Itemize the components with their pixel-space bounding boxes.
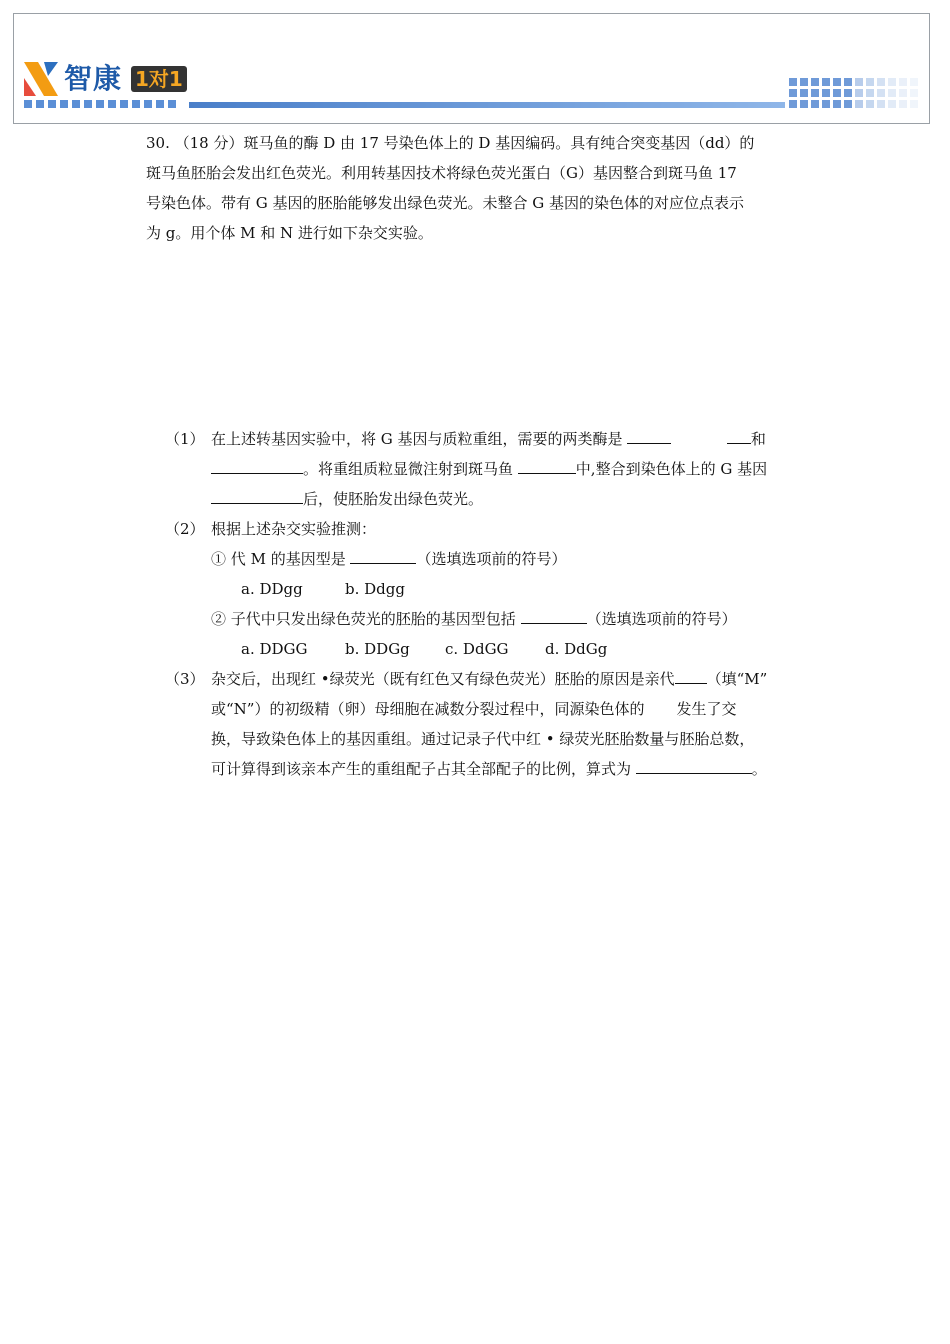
answer-blank-m-genotype[interactable]	[350, 545, 416, 564]
part3-number: （3）	[165, 670, 205, 688]
item1-option-b: b. Ddgg	[345, 580, 405, 598]
part1-text-a: 在上述转基因实验中，将 G 基因与质粒重组，需要的两类酶是	[211, 430, 623, 448]
intro-line-2: 斑马鱼胚胎会发出红色荧光。利用转基因技术将绿色荧光蛋白（G）基因整合到斑马鱼 17	[146, 164, 737, 182]
part3-line-1	[211, 664, 811, 694]
item2-mark: ②	[211, 610, 227, 628]
answer-blank-injection-site[interactable]	[518, 455, 576, 474]
logo-icon	[24, 62, 58, 96]
part1-line-3	[211, 484, 811, 514]
part2-item-1	[211, 544, 811, 574]
part1-number: （1）	[165, 430, 205, 448]
intro-line-3: 号染色体。带有 G 基因的胚胎能够发出绿色荧光。未整合 G 基因的染色体的对应位点表示	[146, 194, 745, 212]
item2-option-d: d. DdGg	[545, 640, 608, 658]
part3-text-e: 可计算得到该亲本产生的重组配子占其全部配子的比例，算式为	[211, 760, 632, 778]
answer-blank-parent[interactable]	[675, 665, 707, 684]
part1-text-e: 后，使胚胎发出绿色荧光。	[303, 490, 484, 508]
item2-options	[241, 634, 607, 664]
answer-blank-enzyme-1[interactable]	[627, 425, 671, 444]
item1-options	[241, 574, 405, 604]
answer-blank-green-genotypes[interactable]	[521, 605, 587, 624]
intro-line-4: 为 g。用个体 M 和 N 进行如下杂交实验。	[146, 224, 433, 242]
part3-line-3: 换，导致染色体上的基因重组。通过记录子代中红 • 绿荧光胚胎数量与胚胎总数，	[211, 730, 755, 748]
answer-blank-enzyme-2[interactable]	[727, 425, 751, 444]
logo-text: 智康	[64, 62, 123, 95]
header-dots	[24, 100, 176, 108]
item1-text-b: （选填选项前的符号）	[416, 550, 567, 568]
part2-item-2	[211, 604, 811, 634]
logo-badge: 1对1	[131, 66, 187, 92]
part3-line-4	[211, 754, 811, 784]
item2-text-b: （选填选项前的符号）	[586, 610, 737, 628]
part1-line-2	[211, 454, 811, 484]
item2-option-c: c. DdGG	[445, 640, 509, 658]
answer-blank-formula[interactable]	[636, 755, 752, 774]
part2-lead: 根据上述杂交实验推测：	[211, 520, 377, 538]
answer-blank-expression[interactable]	[211, 485, 303, 504]
part1-text-c: 。将重组质粒显微注射到斑马鱼	[303, 460, 514, 478]
part3-text-b: （填“M”	[706, 670, 768, 688]
intro-line-1: 30. （18 分）斑马鱼的酶 D 由 17 号染色体上的 D 基因编码。具有纯合突变基因（dd）的	[146, 134, 755, 152]
part2-number: （2）	[165, 520, 205, 538]
part1-text-b: 和	[750, 430, 766, 448]
item1-mark: ①	[211, 550, 227, 568]
item1-text-a: 代 M 的基因型是	[230, 550, 346, 568]
item2-text-a: 子代中只发出绿色荧光的胚胎的基因型包括	[230, 610, 516, 628]
header-pattern	[789, 78, 924, 113]
part1-text-d: 中,整合到染色体上的 G 基因	[575, 460, 768, 478]
part3-line-2	[211, 694, 811, 724]
item2-option-a: a. DDGG	[241, 640, 308, 658]
part3-text-f: 。	[751, 760, 767, 778]
item2-option-b: b. DDGg	[345, 640, 410, 658]
question-intro	[146, 128, 810, 248]
header-bar	[189, 102, 785, 108]
answer-blank-enzyme-2b[interactable]	[211, 455, 303, 474]
page-header	[13, 13, 930, 124]
part3-text-d: 发生了交	[676, 700, 737, 718]
part1-line-1	[211, 424, 811, 454]
part3-text-c: 或“N”）的初级精（卵）母细胞在减数分裂过程中，同源染色体的	[211, 700, 645, 718]
part3-text-a: 杂交后，出现红 •绿荧光（既有红色又有绿色荧光）胚胎的原因是亲代	[211, 670, 675, 688]
item1-option-a: a. DDgg	[241, 580, 303, 598]
